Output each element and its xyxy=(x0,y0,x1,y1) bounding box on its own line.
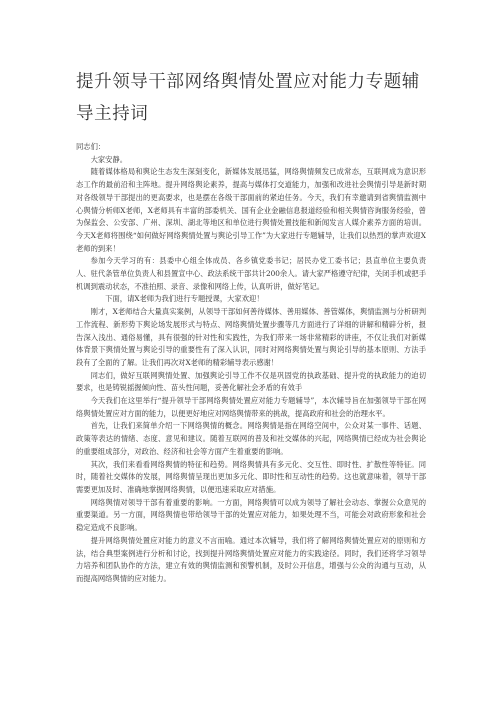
paragraph: 随着媒体格局和舆论生态发生深刻变化，新媒体发展迅猛，网络舆情频发已成常态，互联网成为意识形态工作的最前沿和主阵地。提升网络舆论素养，提高与媒体打交道能力，加强和改进社会舆情引导是新时期对各级领导干部提出的更高要求，也是摆在各级干部面前的紧迫任务。今天，我们有幸邀请到省舆情监测中心舆情分析师X老师，X老师具有丰富的部委机关、国有企业金融信息报道经验和相关舆情咨询服务经验，曾为保监会、公安部、广州、深圳、湖北等地区和单位进行舆情处置技能和新闻发言人媒介素养方面的培训。今天X老师将围绕“如何做好网络舆情处置与舆论引导工作”为大家进行专题辅导，让我们以热烈的掌声欢迎X老师的到来！ xyxy=(76,167,426,253)
paragraph: 首先，让我们来简单介绍一下网络舆情的概念。网络舆情是指在网络空间中，公众对某一事件、话题、政策等表达的情绪、态度、意见和建议。随着互联网的普及和社交媒体的兴起，网络舆情已经成为社会舆论的重要组成部分，对政治、经济和社会等方面产生着重要的影响。 xyxy=(76,421,426,456)
salutation: 同志们： xyxy=(76,142,106,151)
document-title: 提升领导干部网络舆情处置应对能力专题辅导主持词 xyxy=(76,72,420,124)
paragraph: 网络舆情对领导干部有着重要的影响。一方面，网络舆情可以成为领导了解社会动态、掌握公众意见的重要渠道。另一方面，网络舆情也带给领导干部的处置应对能力，如果处理不当，可能会对政府形象和社会稳定造成不良影响。 xyxy=(76,497,426,533)
paragraph: 下面，请X老师为我们进行专题授课，大家欢迎！ xyxy=(105,294,264,304)
paragraph: 今天我们在这里举行“提升领导干部网络舆情处置应对能力专题辅导”，本次辅导旨在加强领导干部在网络舆情处置应对方面的能力，以便更好地应对网络舆情带来的挑战，提高政府和社会的治理水平。 xyxy=(76,396,426,418)
paragraph: 参加今天学习的有：县委中心组全体成员、各乡镇党委书记；居民办党工委书记；县直单位主要负责人、驻代条管单位负责人和县置宣中心、政法系统干部共计200余人。请大家严格遵守纪律，关闭手机或把手机调到震动状态，不准拍照、录音、录像和网络上传，认真听讲，做好笔记。 xyxy=(76,256,426,291)
paragraph: 提升网络舆情处置应对能力的意义不言而喻。通过本次辅导，我们将了解网络舆情处置应对的原则和方法，结合典型案例进行分析和讨论，找到提升网络舆情处置应对能力的实践途径。同时，我们还将学习领导力培养和团队协作的方法，建立有效的舆情监测和预警机制，及时公开信息，增强与公众的沟通与互动，从而提高网络舆情的应对能力。 xyxy=(76,535,426,583)
paragraph: 大家安静。 xyxy=(90,154,128,164)
document-body xyxy=(76,141,426,586)
paragraph: 刚才，X老师结合大量真实案例，从领导干部如何善待媒体、善用媒体、善管媒体，舆情监测与分析研判工作流程、新形势下舆论场发展形式与特点、网络舆情处置步骤等几方面进行了详细的讲解和精辟分析，报告深入浅出、通俗易懂，具有很强的针对性和实践性，为我们带来一场非常精彩的讲座，不仅让我们对新媒体背景下舆情处置与舆论引导的重要性有了深入认识，同时对网络舆情处置与舆论引导的基本原则、方法手段有了全面的了解。让我们再次对X老师的精彩辅导表示感谢！ xyxy=(76,307,426,367)
paragraph: 其次，我们来看看网络舆情的特征和趋势。网络舆情具有多元化、交互性、即时性、扩散性等特征。同时，随着社交媒体的发展，网络舆情呈现出更加多元化、即时性和互动性的趋势。这也就意味着，领导干部需要更加及时、准确地掌握网络舆情，以便迅速采取应对措施。 xyxy=(76,459,426,494)
paragraph: 同志们，做好互联网舆情处置、加强舆论引导工作不仅是巩固党的执政基础、提升党的执政能力的迫切要求，也是铸锐摇握倾向性、苗头性问题，妥善化解社会矛盾的有效手 xyxy=(76,370,426,393)
